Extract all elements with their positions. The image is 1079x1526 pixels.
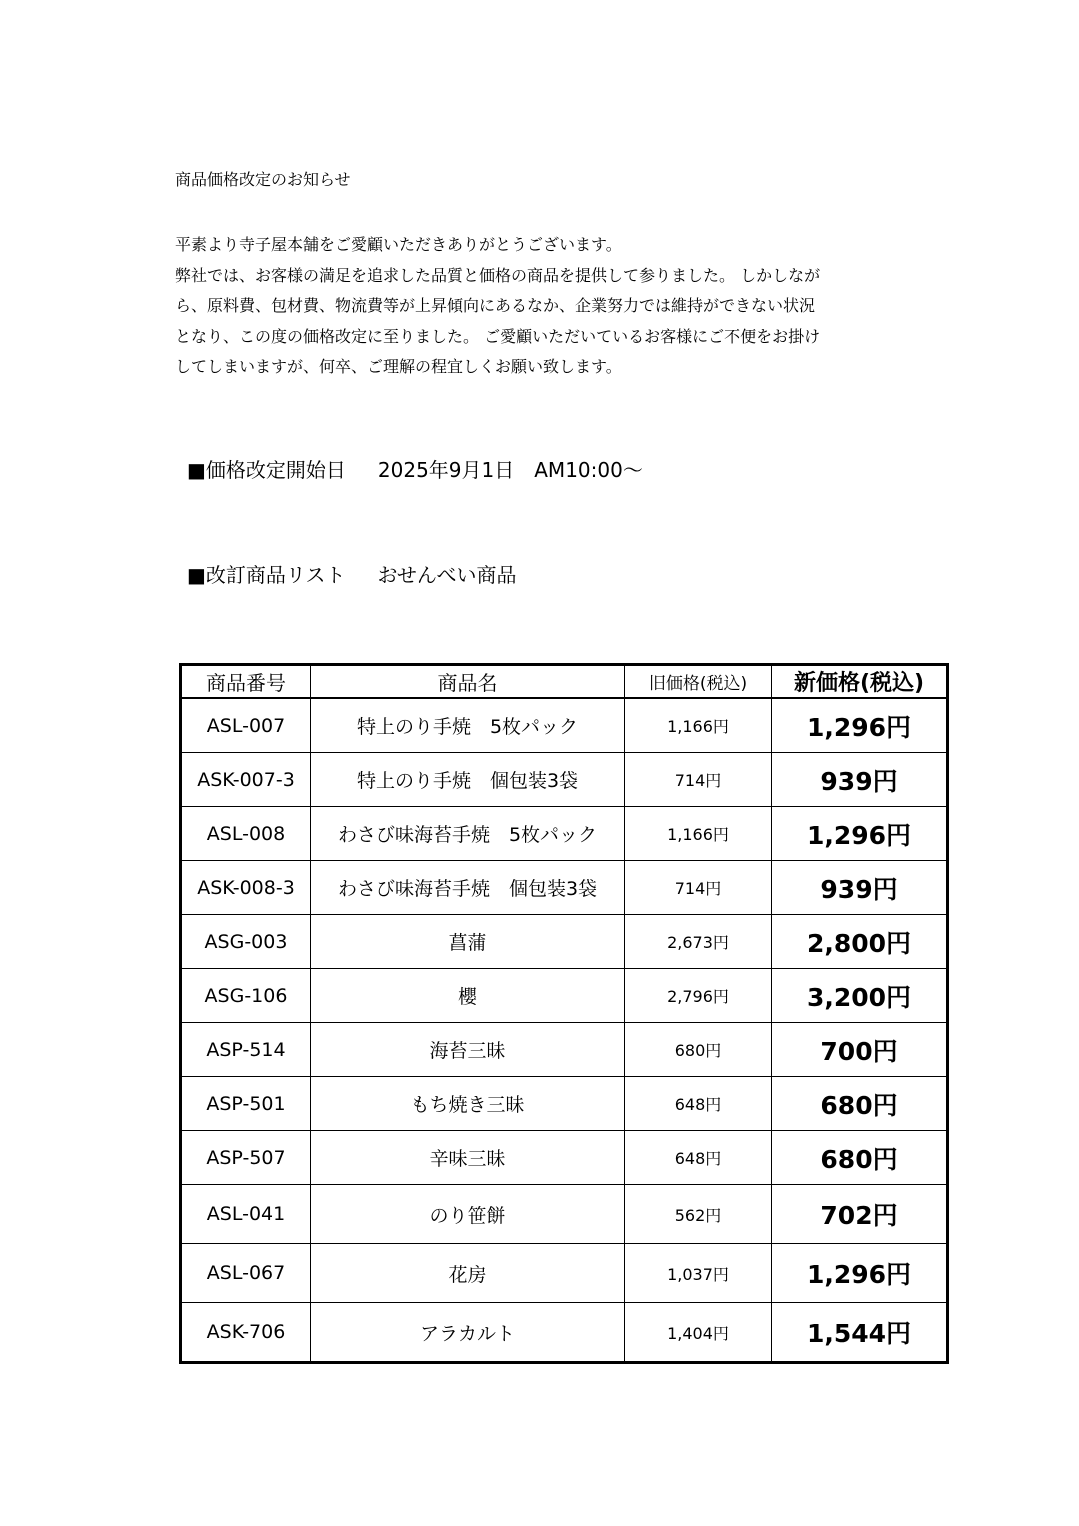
product-code: ASG-003 <box>181 915 311 969</box>
table-row <box>181 1185 948 1244</box>
table-row <box>181 915 948 969</box>
table-row <box>181 1244 948 1303</box>
new-price: 2,800円 <box>772 915 948 969</box>
old-price: 714円 <box>625 753 772 807</box>
old-price: 648円 <box>625 1131 772 1185</box>
intro-line: ら、原料費、包材費、物流費等が上昇傾向にあるなか、企業努力では維持ができない状況 <box>175 296 816 315</box>
table-row <box>181 807 948 861</box>
product-code: ASP-514 <box>181 1023 311 1077</box>
table-row <box>181 969 948 1023</box>
old-price: 1,404円 <box>625 1303 772 1363</box>
product-code: ASK-007-3 <box>181 753 311 807</box>
old-price: 680円 <box>625 1023 772 1077</box>
product-code: ASP-507 <box>181 1131 311 1185</box>
product-code: ASK-706 <box>181 1303 311 1363</box>
product-name: 花房 <box>311 1244 625 1303</box>
old-price: 562円 <box>625 1185 772 1244</box>
product-name: 特上のり手焼 個包装3袋 <box>311 753 625 807</box>
revision-date-label: ■価格改定開始日 <box>187 458 346 482</box>
product-name: わさび味海苔手焼 5枚パック <box>311 807 625 861</box>
new-price: 1,296円 <box>772 1244 948 1303</box>
intro-line: となり、この度の価格改定に至りました。 ご愛顧いただいているお客様にご不便をお掛け <box>175 326 821 346</box>
product-name: 櫻 <box>311 969 625 1023</box>
new-price: 939円 <box>772 861 948 915</box>
notice-title: 商品価格改定のお知らせ <box>175 170 351 189</box>
intro-line: 弊社では、お客様の満足を追求した品質と価格の商品を提供して参りました。 しかしなが <box>175 265 821 285</box>
product-name: 辛味三昧 <box>311 1131 625 1185</box>
product-code: ASL-007 <box>181 698 311 753</box>
intro-paragraph <box>175 230 945 383</box>
price-table <box>179 663 949 1364</box>
table-row <box>181 1023 948 1077</box>
product-code: ASL-008 <box>181 807 311 861</box>
new-price: 1,544円 <box>772 1303 948 1363</box>
old-price: 714円 <box>625 861 772 915</box>
table-row <box>181 1077 948 1131</box>
product-list-value: おせんべい商品 <box>377 563 517 587</box>
product-code: ASL-067 <box>181 1244 311 1303</box>
old-price: 648円 <box>625 1077 772 1131</box>
product-name: もち焼き三昧 <box>311 1077 625 1131</box>
old-price: 2,673円 <box>625 915 772 969</box>
product-name: 菖蒲 <box>311 915 625 969</box>
product-list-label: ■改訂商品リスト <box>187 563 346 587</box>
table-row <box>181 1303 948 1363</box>
product-name: 特上のり手焼 5枚パック <box>311 698 625 753</box>
new-price: 1,296円 <box>772 807 948 861</box>
product-list-heading <box>187 562 517 588</box>
product-name: 海苔三昧 <box>311 1023 625 1077</box>
table-header-row <box>181 665 948 699</box>
header-name: 商品名 <box>311 665 625 699</box>
revision-date-heading <box>187 457 643 483</box>
intro-line: 平素より寺子屋本舗をご愛顧いただきありがとうございます。 <box>175 235 622 254</box>
product-code: ASK-008-3 <box>181 861 311 915</box>
product-name: アラカルト <box>311 1303 625 1363</box>
new-price: 700円 <box>772 1023 948 1077</box>
new-price: 1,296円 <box>772 698 948 753</box>
header-code: 商品番号 <box>181 665 311 699</box>
product-name: のり笹餅 <box>311 1185 625 1244</box>
new-price: 680円 <box>772 1077 948 1131</box>
new-price: 702円 <box>772 1185 948 1244</box>
table-row <box>181 698 948 753</box>
table-row <box>181 861 948 915</box>
old-price: 1,037円 <box>625 1244 772 1303</box>
product-code: ASL-041 <box>181 1185 311 1244</box>
intro-line: してしまいますが、何卒、ご理解の程宜しくお願い致します。 <box>175 357 622 376</box>
revision-date-value: 2025年9月1日 AM10:00～ <box>377 458 643 482</box>
product-code: ASG-106 <box>181 969 311 1023</box>
new-price: 3,200円 <box>772 969 948 1023</box>
old-price: 1,166円 <box>625 698 772 753</box>
product-name: わさび味海苔手焼 個包装3袋 <box>311 861 625 915</box>
old-price: 1,166円 <box>625 807 772 861</box>
table-row <box>181 1131 948 1185</box>
new-price: 939円 <box>772 753 948 807</box>
old-price: 2,796円 <box>625 969 772 1023</box>
header-old-price: 旧価格(税込) <box>625 665 772 699</box>
new-price: 680円 <box>772 1131 948 1185</box>
product-code: ASP-501 <box>181 1077 311 1131</box>
table-row <box>181 753 948 807</box>
header-new-price: 新価格(税込) <box>772 665 948 699</box>
